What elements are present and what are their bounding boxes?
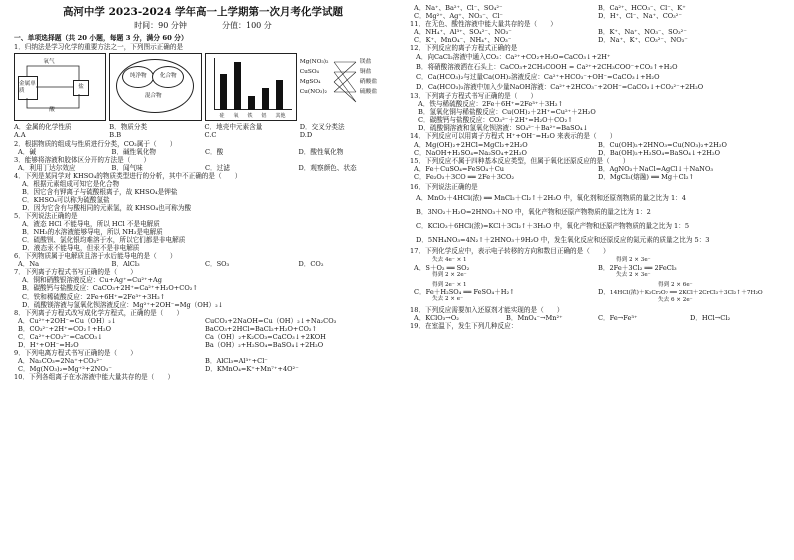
- question-3: 3．能够将溶液和胶体区分开的方法是（ ）: [14, 155, 151, 164]
- question-8: 8．下列离子方程式改写成化学方程式，正确的是（ ）: [14, 308, 184, 317]
- figure-metal-properties: [14, 53, 106, 121]
- question-11: 11．在无色、酸性溶液中能大量共存的是（ ）: [410, 20, 557, 29]
- figure-element-abundance: [205, 53, 297, 121]
- q3-option-d: D．观察颜色、状态: [298, 164, 357, 173]
- question-1: 1．归纳法是学习化学的重要方法之一，下列图示正确的是: [14, 42, 184, 51]
- q9-option-d: D．KMnO₄=K⁺+Mn⁷⁺+4O²⁻: [205, 364, 299, 373]
- fig3-label-al: 铝: [261, 112, 267, 119]
- q17a-bottom: 得到 2 × 2e⁻: [432, 271, 467, 278]
- fig4-left-1: CuSO₄: [299, 68, 319, 75]
- q17d-top: 得到 2 × 6e⁻: [658, 281, 693, 288]
- q11-option-b: B．K⁺、Na⁺、NO₃⁻、SO₃²⁻: [598, 28, 687, 37]
- q17a-top: 失去 4e⁻ × 1: [432, 256, 467, 263]
- q14-option-a: A．Mg(OH)₂+2HCl=MgCl₂+2H₂O: [414, 140, 528, 149]
- fig1-salt: 盐: [73, 80, 89, 96]
- q5-option-d: D．液态汞不能导电，但汞不是非电解质: [22, 244, 140, 253]
- q5-option-c: C．硫酸钡、氯化银均难溶于水，所以它们都是非电解质: [22, 236, 186, 245]
- q17a-equation: S＋O₂ ══ SO₂: [425, 263, 470, 272]
- q15-option-b: B．AgNO₃＋NaCl=AgCl↓＋NaNO₃: [598, 164, 713, 173]
- q9-option-c: C．Mg(NO₃)₂=Mg⁺²+2NO₃⁻: [18, 364, 112, 373]
- fig1-oxygen: 氧气: [37, 58, 61, 67]
- question-4: 4．下列是某同学对 KHSO₄的物质类型进行的分析，其中不正确的是（ ）: [14, 172, 242, 181]
- q17a-letter: A．: [414, 263, 426, 272]
- fig2-pure: 纯净物: [122, 66, 154, 88]
- q17-option-d: [598, 282, 782, 305]
- q12-option-d: D．Ca(HCO₃)₂溶液中加入少量NaOH溶液：Ca²⁺+2HCO₃⁻+2OH⁻=CaCO₃↓+CO₃²⁻+2H₂O: [416, 83, 704, 92]
- q12-option-a: A．向CaCl₂溶液中通入CO₂：Ca²⁺+CO₂+H₂O=CaCO₃↓+2H⁺: [416, 53, 611, 62]
- fig3-bar-o: [234, 62, 241, 110]
- q17b-bottom: 失去 2 × 3e⁻: [616, 271, 651, 278]
- q9-options: [14, 357, 392, 373]
- question-10: 10．下列各组离子在水溶液中能大量共存的是（ ）: [14, 372, 175, 381]
- q2-option-b: B．碱性氧化物: [111, 147, 156, 156]
- q17d-equation: 14HCl(浓)＋K₂Cr₂O₇ ══ 2KCl＋2CrCl₃＋3Cl₂↑＋7H₂O: [609, 290, 763, 297]
- q17-option-c: [414, 282, 598, 305]
- q3-option-b: B．闻气味: [111, 164, 143, 173]
- q1-caption-d: D．交叉分类法: [299, 122, 345, 131]
- fig3-label-si: 硅: [219, 112, 225, 119]
- q1-figures: [14, 53, 392, 121]
- q5-option-b: B．NH₃的水溶液能够导电，所以 NH₃是电解质: [22, 228, 163, 237]
- q15-option-c: C．Fe₂O₃＋3CO ══ 2Fe＋3CO₂: [414, 172, 515, 181]
- section-heading: 一、单项选择题（共 20 小题，每题 3 分，满分 60 分）: [14, 33, 188, 42]
- q12-option-c: C．Ca(HCO₃)₂与过量Ca(OH)₂溶液反应：Ca²⁺+HCO₃⁻+OH⁻=CaCO₃↓+H₂O: [416, 73, 660, 82]
- right-column: [410, 4, 782, 330]
- fig2-mixture: 混合物: [144, 93, 162, 100]
- q1-choice-a: A.A: [14, 130, 26, 139]
- q8-option-b-chem: BaCO₃+2HCl=BaCl₂+H₂O+CO₂↑: [205, 324, 318, 333]
- q10-option-b: B．Ca²⁺、HCO₃⁻、Cl⁻、K⁺: [598, 4, 686, 12]
- fig1-arrows: [15, 54, 105, 120]
- q2-options: [14, 148, 392, 156]
- exam-score: 分值：100 分: [222, 20, 272, 30]
- q9-option-a: A．Na₂CO₃=2Na⁺+CO₃²⁻: [18, 356, 103, 365]
- q8-option-b-ion: B．CO₃²⁻+2H⁺=CO₂↑+H₂O: [18, 324, 112, 333]
- q8-option-a-chem: CuCO₃+2NaOH=Cu（OH）₂↓+Na₂CO₃: [205, 316, 337, 325]
- fig4-right-1: 铜盐: [359, 68, 372, 75]
- q15-option-a: A．Fe＋CuSO₄=FeSO₄＋Cu: [414, 164, 505, 173]
- q13-option-b: B．氢氧化铜与稀盐酸反应：Cu(OH)₂＋2H⁺=Cu²⁺＋2H₂O: [418, 108, 596, 117]
- q1-caption-b: B．物质分类: [109, 122, 148, 131]
- q11-option-d: D．Na⁺、K⁺、CO₃²⁻、NO₃⁻: [598, 36, 688, 45]
- fig3-bar-al: [262, 88, 269, 110]
- q18-option-d: D．HCl→Cl₂: [690, 314, 731, 323]
- fig4-right-2: 硝酸盐: [359, 78, 378, 85]
- q6-option-b: B．AlCl₃: [111, 260, 140, 269]
- fig4-lines: [300, 53, 392, 119]
- q17c-equation: Fe＋H₂SO₄ ══ FeSO₄＋H₂↑: [425, 288, 515, 297]
- q10-options: [410, 4, 782, 20]
- q8-option-d-chem: Ba（OH）₂+H₂SO₄=BaSO₄↓+2H₂O: [205, 340, 324, 349]
- q1-choice-d: D.D: [299, 130, 313, 139]
- q17-option-b: [598, 257, 782, 279]
- exam-info: [14, 21, 392, 31]
- q1-figure-captions: [14, 123, 392, 131]
- q7-option-d: D．硫酸镁溶液与氢氧化钡溶液反应：Mg²⁺+2OH⁻=Mg（OH）₂↓: [22, 300, 224, 309]
- question-5: 5．下列说法正确的是: [14, 212, 78, 221]
- question-17: 17．下列化学反应中，表示电子转移的方向和数目正确的是（ ）: [410, 246, 610, 255]
- q8-option-d-ion: D．H⁺+OH⁻=H₂O: [18, 340, 79, 349]
- fig3-bar-si: [220, 74, 227, 110]
- q4-option-b: B．因它含有钾离子与硫酸根离子，故 KHSO₄是钾盐: [22, 188, 178, 197]
- fig4-left-0: Mg(NO₃)₂: [299, 58, 329, 65]
- q11-options: [410, 28, 782, 44]
- q16-option-a: A．MnO₂＋4HCl(浓) ══ MnCl₂＋Cl₂↑＋2H₂O 中，氧化剂和还原剂物质的量之比为 1：4: [416, 193, 686, 202]
- question-15: 15．下列反应不属于四种基本反应类型，但属于氧化还原反应的是（ ）: [410, 156, 630, 165]
- q17c-top: 得到 2e⁻ × 1: [432, 281, 467, 288]
- q7-option-a: A．铜和硝酸银溶液反应：Cu+Ag⁺=Cu²⁺+Ag: [22, 276, 163, 285]
- fig2-compound: 化合物: [152, 66, 184, 88]
- q3-option-a: A．利用丁达尔效应: [18, 164, 76, 173]
- figure-cross-classification: [300, 53, 392, 119]
- q2-option-a: A．碱: [18, 147, 36, 156]
- q16-option-d: D．5NH₄NO₃=4N₂↑＋2HNO₃＋9H₂O 中，发生氧化反应和还原反应的氮元素的质量之比为 5：3: [416, 235, 710, 244]
- question-13: 13．下列离子方程式书写正确的是（ ）: [410, 92, 538, 101]
- q1-caption-c: C．地壳中元素含量: [204, 122, 263, 131]
- q1-choices: [14, 131, 392, 139]
- question-14: 14．下列反应可以用离子方程式 H⁺+OH⁻=H₂O 来表示的是（ ）: [410, 132, 617, 141]
- fig4-right-3: 硫酸盐: [359, 88, 378, 95]
- fig3-label-other: 其他: [275, 112, 286, 119]
- fig3-y-axis: [214, 58, 215, 110]
- q2-option-d: D．酸性氧化物: [298, 147, 344, 156]
- fig4-right-0: 镁盐: [359, 58, 372, 65]
- q17b-letter: B．: [598, 263, 610, 272]
- q17c-letter: C．: [414, 288, 426, 297]
- q17-options: [414, 257, 782, 304]
- q6-option-d: D．CO₂: [298, 260, 324, 269]
- q15-options: [410, 165, 782, 181]
- q8-option-c-chem: Ca（OH）₂+K₂CO₃=CaCO₃↓+2KOH: [205, 332, 326, 341]
- q1-caption-a: A．金属的化学性质: [14, 122, 72, 131]
- q13-option-d: D．硫酸铜溶液和氢氧化钡溶液：SO₄²⁻＋Ba²⁺=BaSO₄↓: [418, 124, 589, 133]
- q10-option-c: C．Mg²⁺、Ag⁺、NO₃⁻、Cl⁻: [414, 12, 503, 21]
- q10-option-d: D．H⁺、Cl⁻、Na⁺、CO₃²⁻: [598, 12, 682, 21]
- q18-option-c: C．Fe→Fe³⁺: [598, 314, 638, 323]
- q4-option-a: A．根据元素组成可知它是化合物: [22, 180, 120, 189]
- q7-option-c: C．铁和稀硫酸反应：2Fe+6H⁺=2Fe³⁺+3H₂↑: [22, 292, 166, 301]
- q18-option-a: A．KClO₃→O₂: [414, 314, 459, 323]
- fig3-bar-fe: [248, 96, 255, 110]
- fig3-bar-other: [276, 80, 283, 110]
- exam-time: 时间：90 分钟: [134, 20, 187, 30]
- q2-option-c: C．酸: [205, 147, 224, 156]
- q17b-equation: 2Fe＋3Cl₂ ══ 2FeCl₃: [609, 263, 677, 272]
- fig1-metal: 金属单质: [18, 76, 38, 100]
- q17c-bottom: 失去 2 × e⁻: [432, 296, 464, 303]
- q17d-letter: D．: [598, 288, 610, 297]
- q13-option-a: A．铁与稀硫酸反应：2Fe＋6H⁺=2Fe³⁺＋3H₂↑: [418, 100, 564, 109]
- q1-choice-c: C.C: [204, 130, 217, 139]
- q8-options: [14, 317, 392, 349]
- q16-option-c: C．KClO₃＋6HCl(浓)=KCl＋3Cl₂↑＋3H₂O 中，氧化产物和还原产物物质的量之比为 1：5: [416, 221, 690, 230]
- q17b-top: 得到 2 × 3e⁻: [616, 256, 651, 263]
- q11-option-c: C．K⁺、MnO₄⁻、NH₄⁺、NO₃⁻: [414, 36, 512, 45]
- q4-option-d: D．因为它含有与酸相同的元素氢，故 KHSO₄也可称为酸: [22, 204, 192, 213]
- q16-option-b: B．3NO₂＋H₂O=2HNO₃＋NO 中，氧化产物和还原产物物质的量之比为 1：2: [416, 207, 651, 216]
- q14-options: [410, 141, 782, 157]
- q13-option-c: C．碳酸钙与盐酸反应：CO₃²⁻＋2H⁺=H₂O＋CO₂↑: [418, 116, 573, 125]
- q5-option-a: A．液态 HCl 不能导电，所以 HCl 不是电解质: [22, 220, 160, 229]
- q7-option-b: B．碳酸钙与盐酸反应：CaCO₃+2H⁺=Ca²⁺+H₂O+CO₂↑: [22, 284, 198, 293]
- fig4-left-2: MgSO₄: [299, 78, 321, 85]
- fig4-left-3: Cu(NO₃)₂: [299, 88, 327, 95]
- q8-option-c-ion: C．Ca²⁺+CO₃²⁻=CaCO₃↓: [18, 332, 103, 341]
- q3-option-c: C．过滤: [205, 164, 230, 173]
- q17-option-a: [414, 257, 598, 279]
- q11-option-a: A．NH₄⁺、Al³⁺、SO₄²⁻、NO₃⁻: [414, 28, 512, 37]
- page-title: 高河中学 2023-2024 学年高一上学期第一次月考化学试题: [62, 6, 344, 18]
- q6-option-a: A．Na: [18, 260, 40, 269]
- q18-option-b: B．MnO₄⁻→Mn²⁺: [506, 314, 563, 323]
- q4-option-c: C．KHSO₄可以称为硫酸氢盐: [22, 196, 110, 205]
- q9-option-b: B．AlCl₃=Al³⁺+Cl⁻: [205, 356, 268, 365]
- q1-choice-b: B.B: [109, 130, 122, 139]
- q18-options: [410, 314, 782, 322]
- q6-options: [14, 260, 392, 268]
- left-column: [14, 4, 392, 381]
- q14-option-d: D．Ba(OH)₂+H₂SO₄=BaSO₄↓+2H₂O: [598, 148, 720, 157]
- question-9: 9．下列电离方程式书写正确的是（ ）: [14, 348, 137, 357]
- q6-option-c: C．SO₃: [205, 260, 230, 269]
- q12-option-b: B．将硝酸溶液洒在石头上：CaCO₃+2CH₃COOH = Ca²⁺+2CH₃COO⁻+CO₂↑+H₂O: [416, 63, 678, 72]
- q14-option-b: B．Cu(OH)₂+2HNO₃=Cu(NO₃)₂+2H₂O: [598, 140, 727, 149]
- q8-option-a-ion: A．Cu²⁺+2OH⁻=Cu（OH）₂↓: [18, 316, 117, 325]
- question-16: 16．下列说法正确的是: [410, 182, 478, 191]
- q15-option-d: D．MgCl₂(熔融) ══ Mg＋Cl₂↑: [598, 172, 695, 181]
- q10-option-a: A．Na⁺、Ba²⁺、Cl⁻、SO₄²⁻: [414, 4, 503, 12]
- fig3-label-o: 氧: [233, 112, 239, 119]
- fig3-label-fe: 铁: [247, 112, 253, 119]
- question-2: 2．根据物质的组成与性质进行分类，CO₂属于（ ）: [14, 139, 177, 148]
- figure-classification: [109, 53, 201, 121]
- question-12: 12．下列反应的离子方程式正确的是: [410, 44, 518, 53]
- q14-option-c: C．NaOH+H₂SO₄=Na₂SO₄+2H₂O: [414, 148, 527, 157]
- fig1-acid: 酸: [45, 106, 59, 115]
- q3-options: [14, 164, 392, 172]
- q17d-bottom: 失去 6 × 2e⁻: [658, 297, 693, 304]
- question-18: 18．下列反应需要加入还原剂才能实现的是（ ）: [410, 306, 564, 315]
- question-7: 7．下列离子方程式书写正确的是（ ）: [14, 268, 137, 277]
- question-19: 19．在室温下，发生下列几种反应：: [410, 322, 518, 331]
- question-6: 6．下列物质属于电解质且溶于水后能导电的是（ ）: [14, 252, 177, 261]
